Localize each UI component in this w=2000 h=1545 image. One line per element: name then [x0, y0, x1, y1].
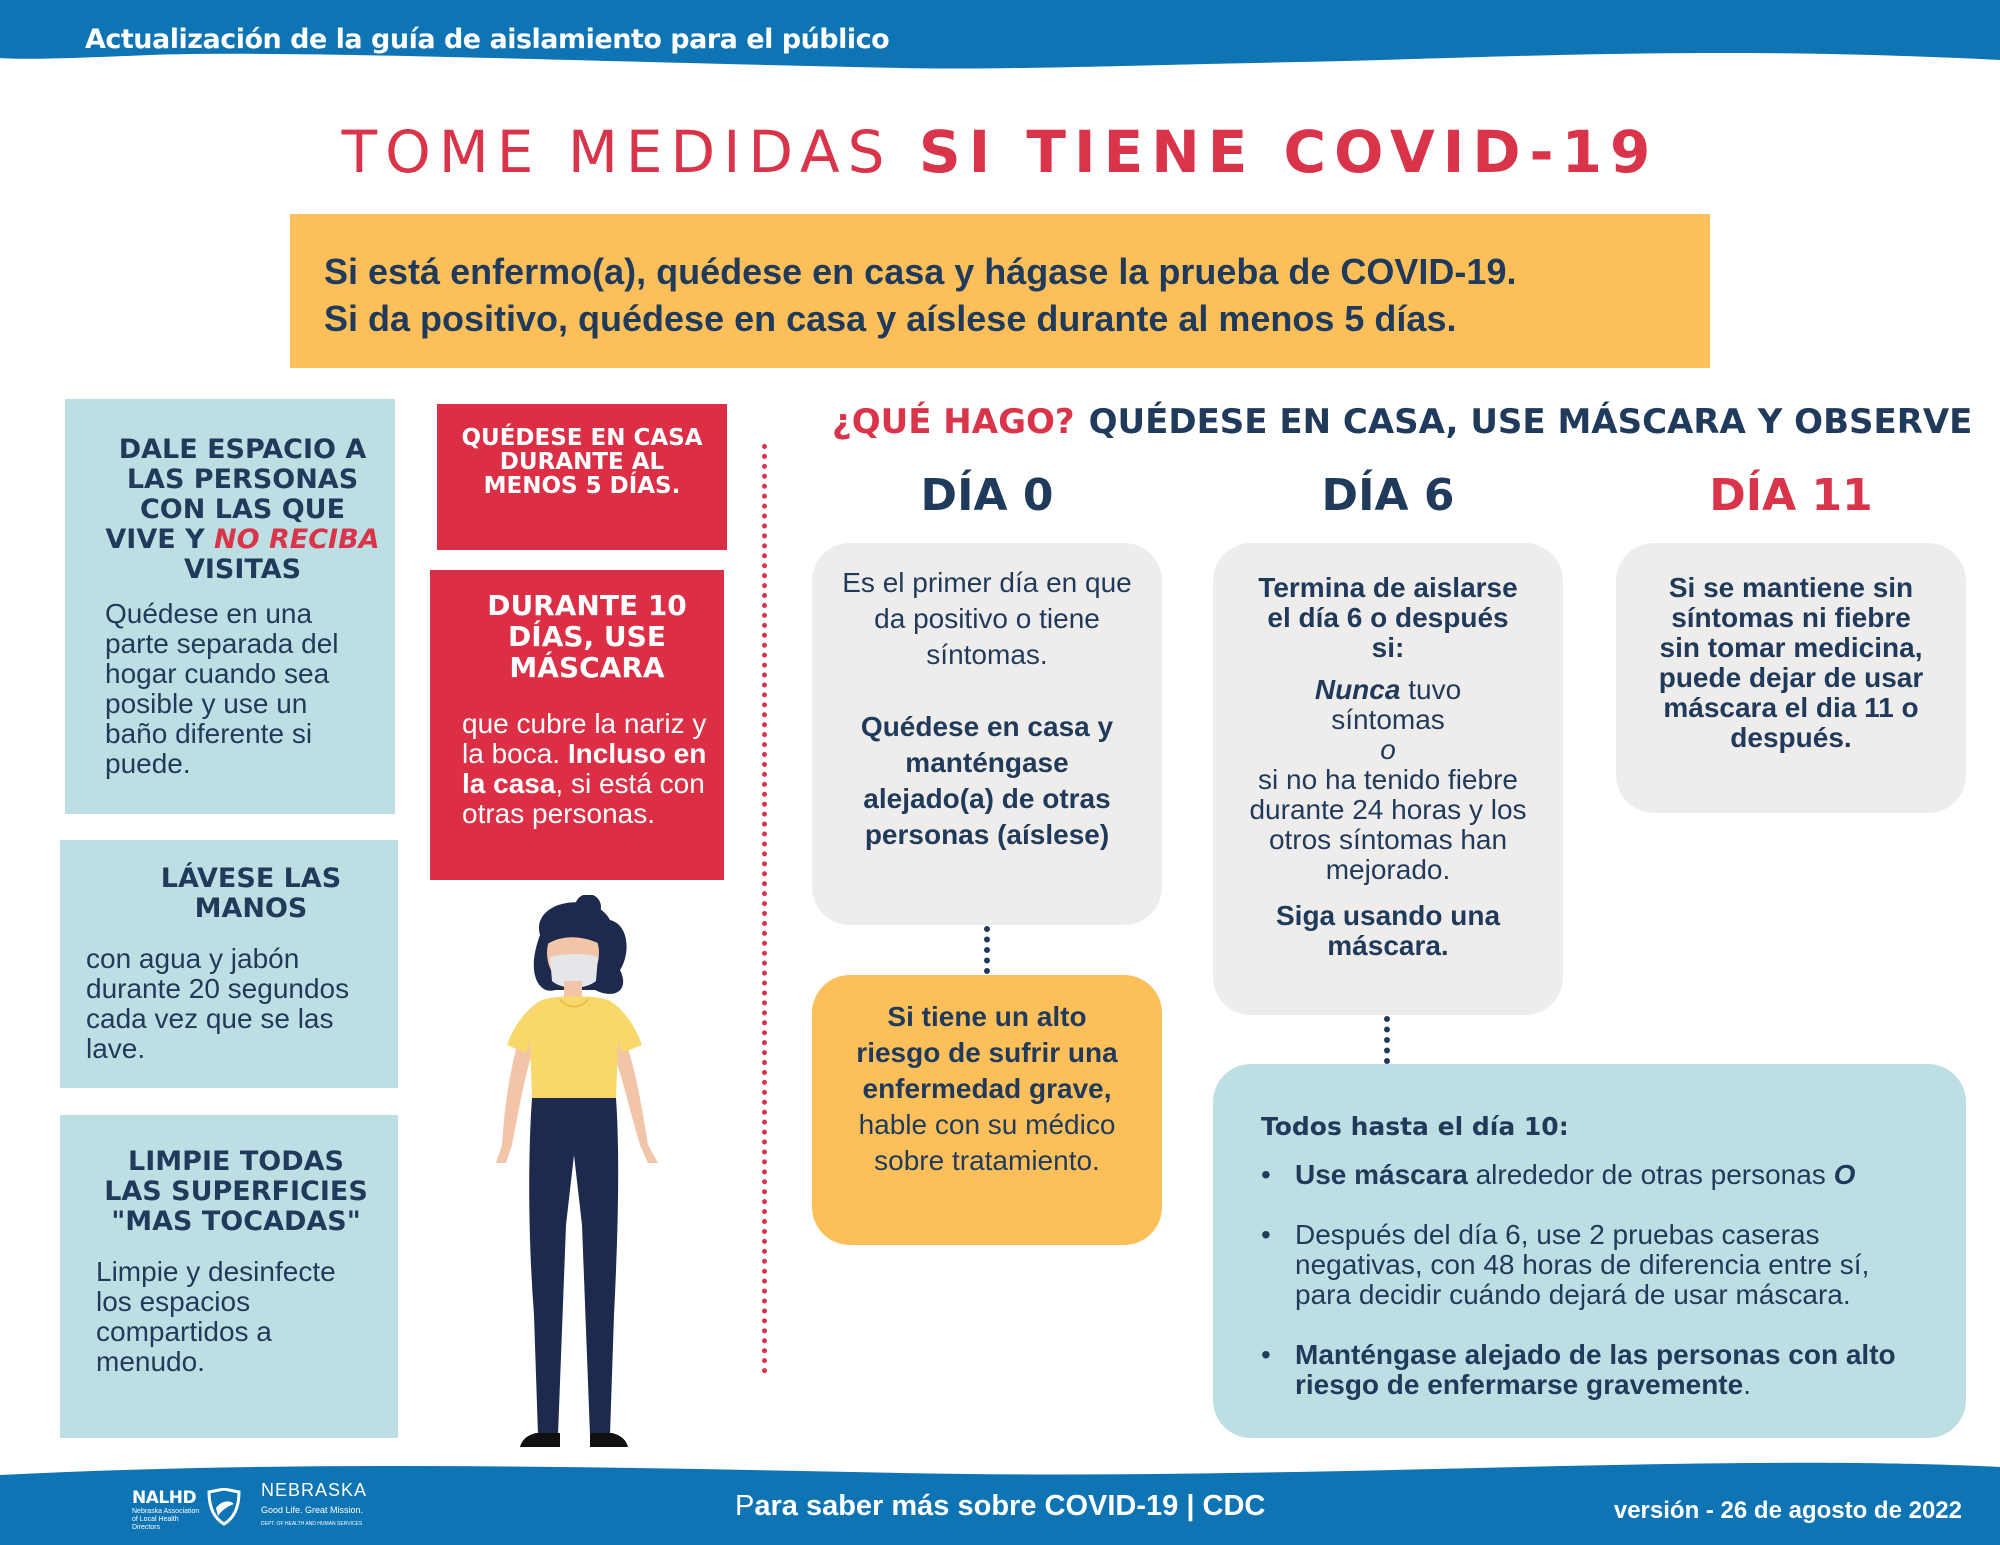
day-6-heading: Termina de aislarse el día 6 o después si: [1258, 572, 1518, 663]
space-head-emphasis: NO RECIBA [214, 524, 380, 555]
woman-with-mask-illustration [470, 895, 700, 1470]
clean-card-body: Limpie y desinfecte los espacios compartidos a menudo. [96, 1256, 336, 1377]
mask-body-a: que cubre la nariz y la boca. [462, 708, 707, 769]
nebraska-logo-tagline: Good Life. Great Mission. [261, 1505, 364, 1515]
space-card [65, 399, 395, 814]
timeline-answer: QUÉDESE EN CASA, USE MÁSCARA Y OBSERVE [1088, 402, 1973, 442]
nebraska-logo-sub: DEPT. OF HEALTH AND HUMAN SERVICES [261, 1521, 363, 1527]
day-6-label: DÍA 6 [1321, 470, 1455, 521]
space-card-body: Quédese en una parte separada del hogar cuando sea posible y use un baño diferente si puede. [105, 598, 339, 779]
until-day-10-heading: Todos hasta el día 10: [1261, 1112, 1569, 1141]
bullet-mask-bold: Use máscara [1295, 1159, 1468, 1190]
page-title-bold: SI TIENE COVID-19 [918, 118, 1659, 186]
cdc-link[interactable] [735, 1490, 1265, 1523]
until-day-10-card [1213, 1064, 1966, 1438]
wash-card [60, 840, 398, 1088]
until-day-10-list [1261, 1160, 1926, 1400]
cdc-link-p: P [735, 1490, 755, 1522]
day-11-card [1616, 543, 1966, 813]
nalhd-logo-sub: Nebraska Association of Local Health Directors [132, 1508, 200, 1531]
timeline-question: ¿QUÉ HAGO? [832, 402, 1075, 442]
day-6-never-line [1235, 675, 1541, 735]
bullet-mask [1261, 1160, 1926, 1190]
day-6-mask: Siga usando una máscara. [1275, 900, 1501, 961]
bullet-mask-or: O [1833, 1159, 1856, 1190]
bullet-distance-rest: . [1743, 1369, 1751, 1400]
clean-card [60, 1115, 398, 1438]
page-title-light: TOME MEDIDAS [341, 118, 919, 186]
high-risk-rest: hable con su médico sobre tratamiento. [858, 1109, 1116, 1176]
mask-card [430, 570, 724, 880]
space-card-heading [105, 435, 380, 585]
dotted-divider [762, 444, 767, 1374]
clean-card-heading: LIMPIE TODAS LAS SUPERFICIES "MAS TOCADAS" [104, 1146, 368, 1237]
header-title: Actualización de la guía de aislamiento para el público [85, 24, 890, 55]
space-head-b: VISITAS [183, 554, 302, 585]
day-6-never-rest: tuvo síntomas [1331, 674, 1462, 735]
day-0-bold: Quédese en casa y manténgase alejado(a) de otras personas (aíslese) [860, 711, 1114, 850]
day-6-or: o [1380, 734, 1396, 765]
stay-home-text: QUÉDESE EN CASA DURANTE AL MENOS 5 DÍAS. [461, 425, 703, 499]
stay-home-card [437, 404, 727, 550]
nalhd-logo [132, 1488, 247, 1530]
day-6-card [1213, 543, 1563, 1015]
banner-line-2: Si da positivo, quédese en casa y aíslese durante al menos 5 días. [324, 298, 1457, 339]
bullet-distance [1261, 1340, 1926, 1400]
wash-card-heading: LÁVESE LAS MANOS [160, 863, 342, 924]
cdc-link-text: ara saber más sobre COVID-19 | CDC [754, 1490, 1266, 1522]
mask-card-heading: DURANTE 10 DÍAS, USE MÁSCARA [487, 589, 687, 684]
bullet-distance-bold: Manténgase alejado de las personas con alto riesgo de enfermarse gravemente [1295, 1339, 1896, 1400]
nalhd-shield-icon [206, 1488, 242, 1526]
day-0-label: DÍA 0 [920, 470, 1054, 521]
day-6-connector [1384, 1016, 1390, 1064]
high-risk-card [812, 975, 1162, 1245]
day-6-never: Nunca [1314, 674, 1401, 705]
day-6-conditions: si no ha tenido fiebre durante 24 horas y los otros síntomas han mejorado. [1249, 764, 1527, 885]
day-0-card [812, 543, 1162, 925]
bullet-tests: • Después del día 6, use 2 pruebas caseras negativas, con 48 horas de diferencia entre sí, para decidir cuándo dejará de usar máscara. [1261, 1220, 1926, 1310]
wash-card-body: con agua y jabón durante 20 segundos cada vez que se las lave. [86, 943, 350, 1064]
space-head-a: DALE ESPACIO A LAS PERSONAS CON LAS QUE VIVE Y [105, 434, 367, 555]
mask-body-bold: Incluso en la casa [462, 738, 707, 799]
day-11-label: DÍA 11 [1709, 470, 1873, 521]
nalhd-logo-text: NALHD [132, 1488, 197, 1508]
mask-body-b: , si está con otras personas. [462, 768, 705, 829]
nebraska-dhhs-logo [261, 1480, 381, 1527]
page-title [0, 118, 2000, 186]
nebraska-logo-text: NEBRASKA [261, 1480, 368, 1500]
instruction-banner [290, 214, 1710, 368]
high-risk-bold: Si tiene un alto riesgo de sufrir una enfermedad grave, [856, 1001, 1118, 1104]
version-date: versión - 26 de agosto de 2022 [1613, 1497, 1962, 1524]
day-0-connector [984, 926, 990, 974]
day-0-text: Es el primer día en que da positivo o tiene síntomas. [842, 567, 1132, 670]
mask-card-body [462, 709, 707, 829]
bullet-mask-rest: alrededor de otras personas [1467, 1159, 1834, 1190]
day-11-text: Si se mantiene sin síntomas ni fiebre sin tomar medicina, puede dejar de usar máscara el dia 11 o después. [1658, 572, 1924, 753]
banner-line-1: Si está enfermo(a), quédese en casa y hágase la prueba de COVID-19. [324, 251, 1517, 292]
timeline-heading [832, 402, 1972, 442]
